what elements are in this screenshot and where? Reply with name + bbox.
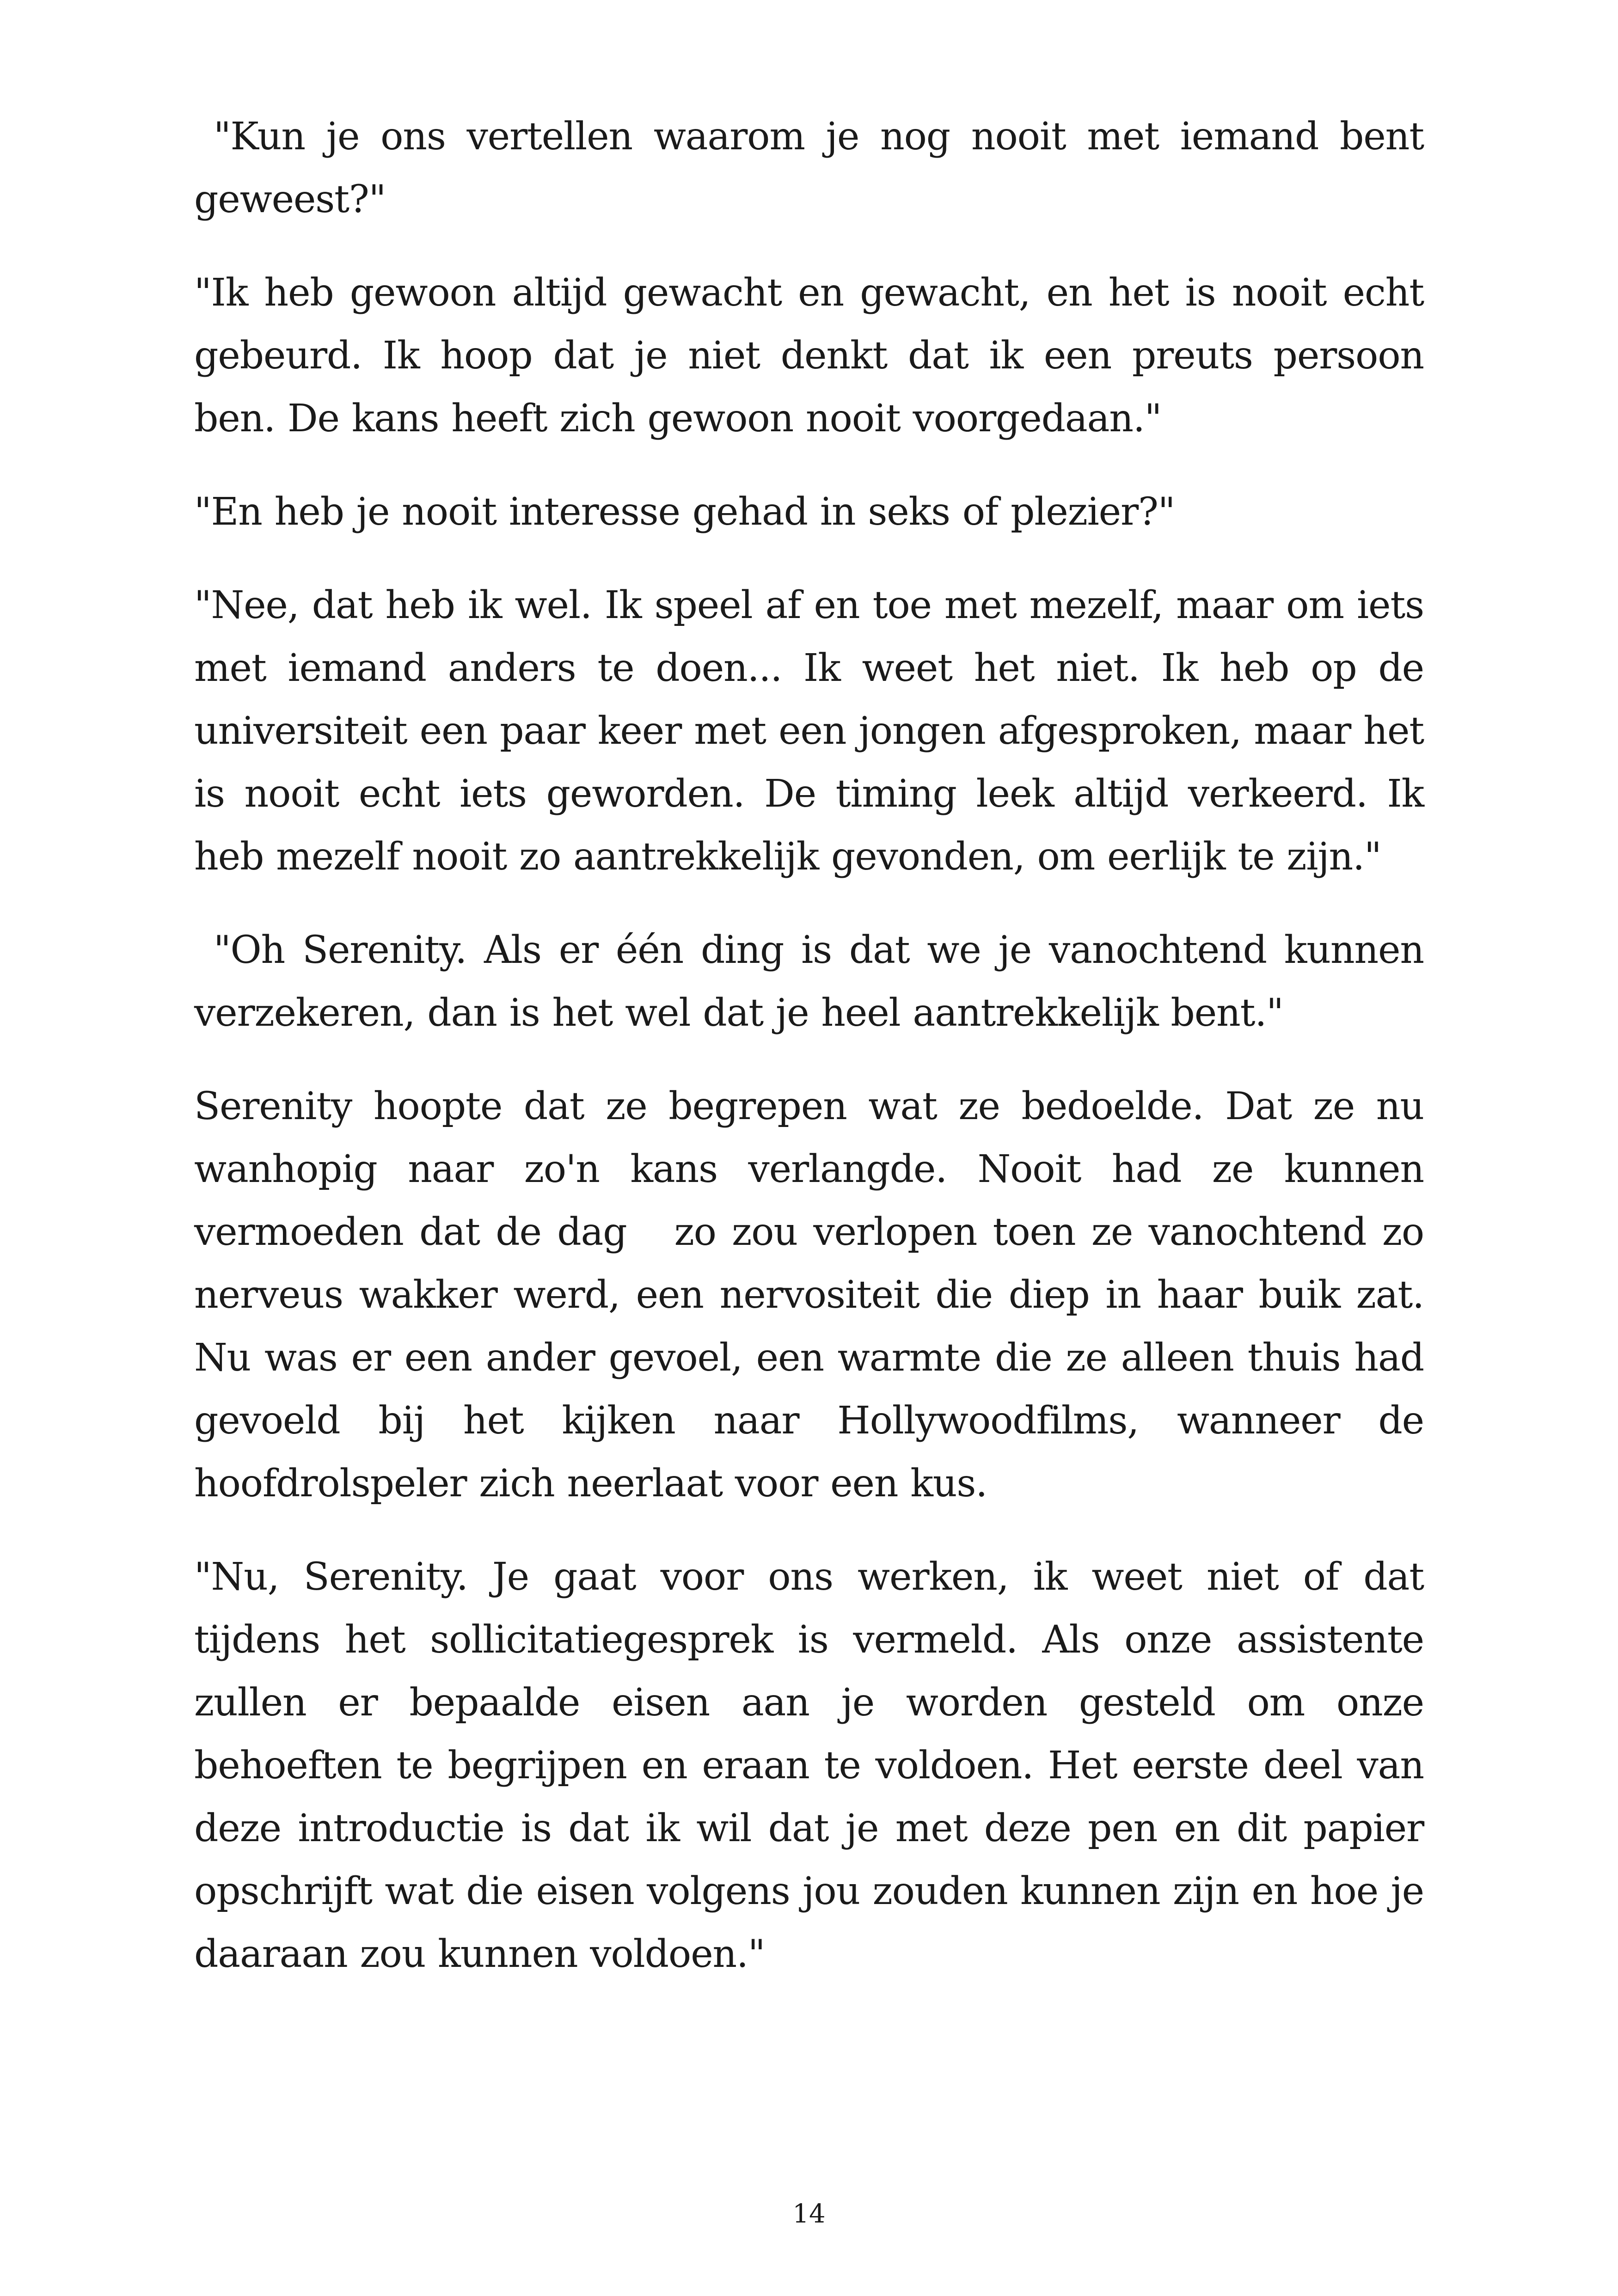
paragraph-2: "Ik heb gewoon altijd gewacht en gewacht, en het is nooit echt gebeurd. Ik hoop dat je niet denkt dat ik een preuts persoon ben. De kans heeft zich gewoon nooit voorgedaan." — [194, 271, 1424, 441]
paragraph-7: "Nu, Serenity. Je gaat voor ons werken, ik weet niet of dat tijdens het sollicitatiegesprek is vermeld. Als onze assistente zullen er bepaalde eisen aan je worden gesteld om onze behoeften te begrijpen en eraan te voldoen. Het eerste deel van deze introductie is dat ik wil dat je met deze pen en dit papier opschrijft wat die eisen volgens jou zouden kunnen zijn en hoe je daaraan zou kunnen voldoen." — [194, 1555, 1424, 1976]
paragraph-3: "En heb je nooit interesse gehad in seks of plezier?" — [194, 490, 1175, 534]
paragraph-6: Serenity hoopte dat ze begrepen wat ze bedoelde. Dat ze nu wanhopig naar zo'n kans verlangde. Nooit had ze kunnen vermoeden dat de dag zo zou verlopen toen ze vanochtend zo nerveus wakker werd, een nervositeit die diep in haar buik zat. Nu was er een ander gevoel, een warmte die ze alleen thuis had gevoeld bij het kijken naar Hollywoodfilms, wanneer de hoofdrolspeler zich neerlaat voor een kus. — [194, 1084, 1436, 1506]
page-number: 14 — [792, 2199, 826, 2229]
paragraph-5: "Oh Serenity. Als er één ding is dat we je vanochtend kunnen verzekeren, dan is het wel dat je heel aantrekkelijk bent." — [194, 928, 1424, 1035]
paragraph-1: "Kun je ons vertellen waarom je nog nooit met iemand bent geweest?" — [194, 115, 1424, 221]
paragraph-4: "Nee, dat heb ik wel. Ik speel af en toe met mezelf, maar om iets met iemand anders te doen... Ik weet het niet. Ik heb op de universiteit een paar keer met een jongen afgesproken, maar het is nooit echt iets geworden. De timing leek altijd verkeerd. Ik heb mezelf nooit zo aantrekkelijk gevonden, om eerlijk te zijn." — [194, 583, 1424, 879]
body-text — [194, 105, 1436, 2016]
